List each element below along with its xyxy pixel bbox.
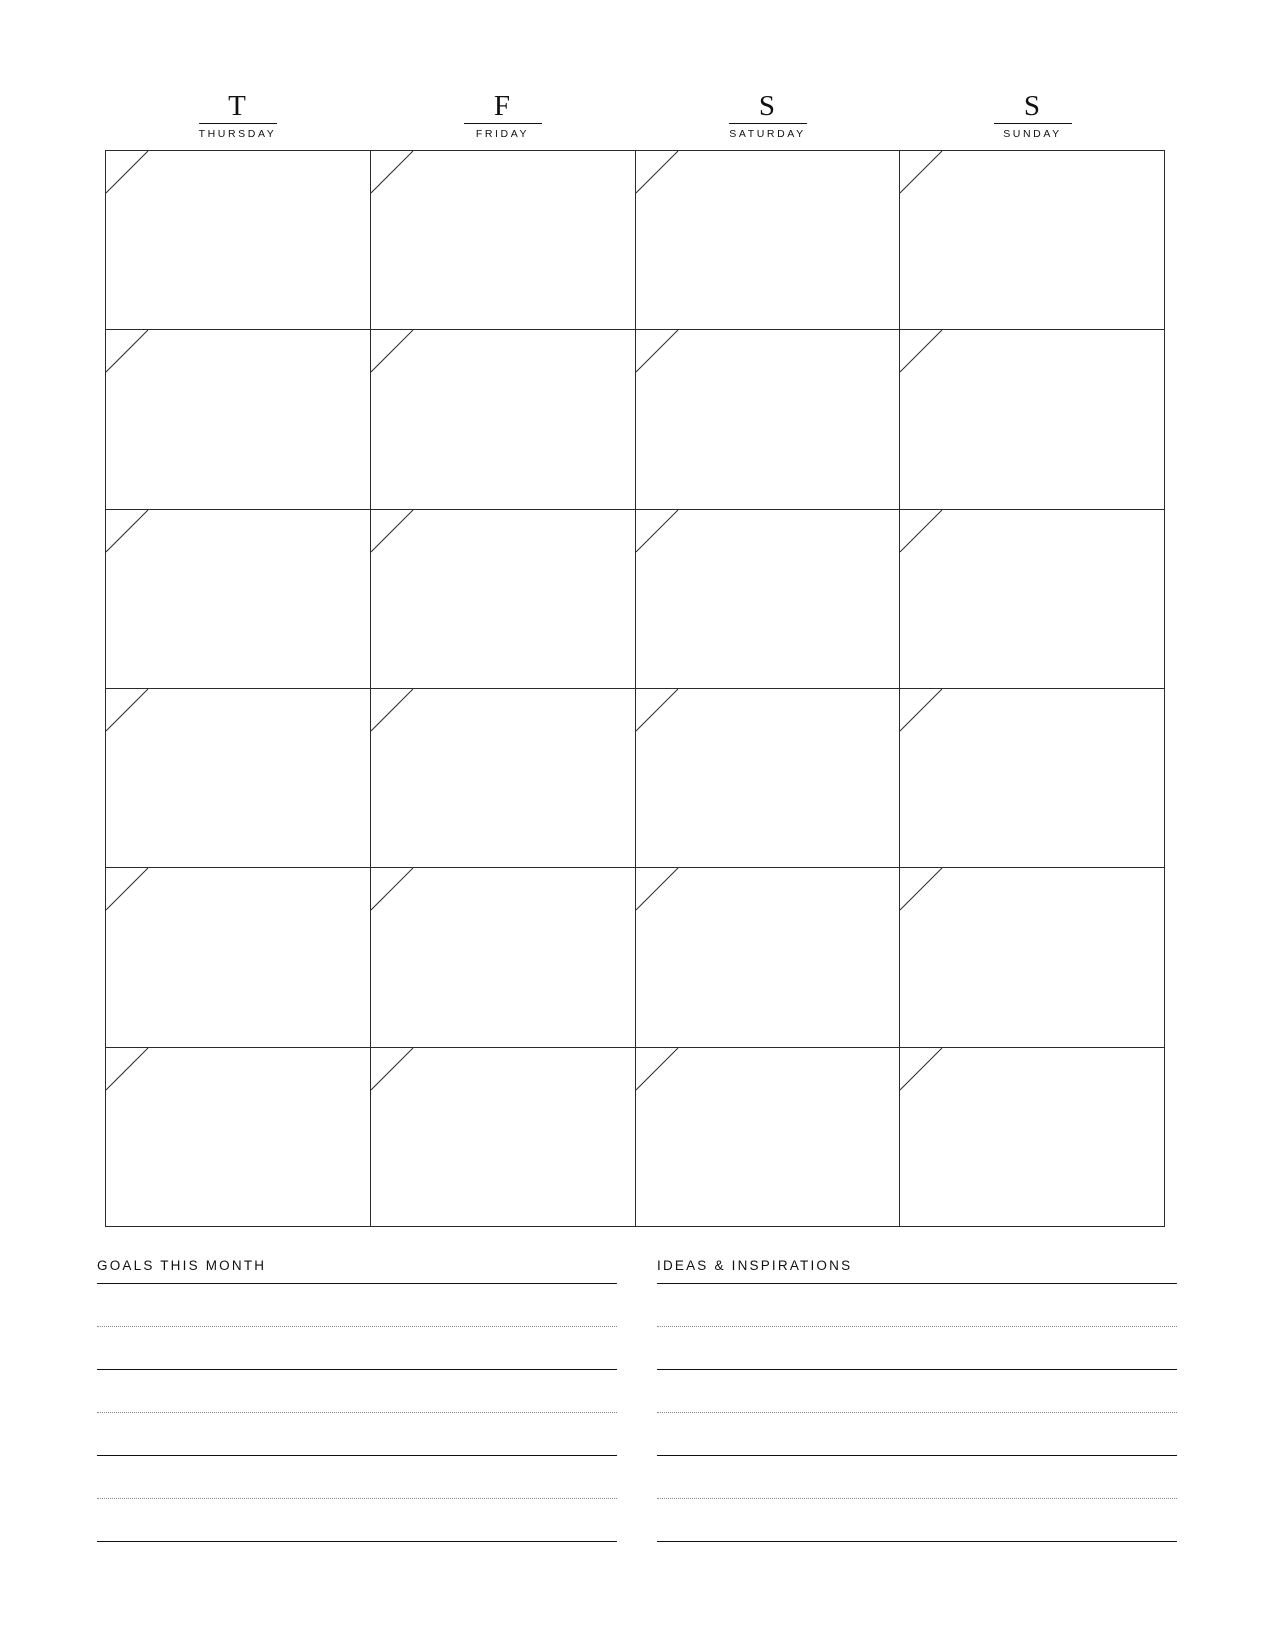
day-initial: S (1023, 90, 1042, 122)
day-rule (464, 123, 542, 124)
corner-slash-icon (636, 151, 680, 195)
day-initial: T (228, 90, 247, 122)
calendar-day-cell[interactable] (106, 151, 371, 330)
day-name: FRIDAY (475, 128, 530, 140)
goals-title: GOALS THIS MONTH (97, 1258, 267, 1273)
note-line-solid (657, 1541, 1177, 1542)
day-header-thursday (105, 74, 370, 140)
ideas-lines[interactable] (657, 1283, 1177, 1542)
day-initial: F (493, 90, 512, 122)
day-rule (729, 123, 807, 124)
day-name: SUNDAY (1003, 128, 1062, 140)
calendar-day-cell[interactable] (900, 151, 1165, 330)
calendar-grid (105, 150, 1165, 1227)
calendar-day-cell[interactable] (106, 689, 371, 868)
calendar-day-cell[interactable] (636, 510, 901, 689)
note-line-solid (97, 1541, 617, 1542)
day-name: SATURDAY (729, 128, 806, 140)
goals-block (97, 1258, 617, 1588)
corner-slash-icon (900, 510, 944, 554)
corner-slash-icon (636, 1048, 680, 1092)
day-header-row (105, 74, 1165, 140)
corner-slash-icon (900, 868, 944, 912)
corner-slash-icon (371, 689, 415, 733)
corner-slash-icon (371, 330, 415, 374)
corner-slash-icon (371, 1048, 415, 1092)
calendar-day-cell[interactable] (371, 689, 636, 868)
calendar-day-cell[interactable] (106, 330, 371, 509)
day-name: THURSDAY (198, 128, 277, 140)
day-rule (199, 123, 277, 124)
day-initial: S (758, 90, 777, 122)
corner-slash-icon (636, 510, 680, 554)
calendar-day-cell[interactable] (636, 868, 901, 1047)
corner-slash-icon (900, 1048, 944, 1092)
calendar-day-cell[interactable] (900, 330, 1165, 509)
calendar-day-cell[interactable] (106, 868, 371, 1047)
ideas-block (657, 1258, 1177, 1588)
ideas-title: IDEAS & INSPIRATIONS (657, 1258, 853, 1273)
corner-slash-icon (106, 1048, 150, 1092)
notes-section (97, 1258, 1177, 1588)
calendar-day-cell[interactable] (900, 689, 1165, 868)
corner-slash-icon (636, 689, 680, 733)
corner-slash-icon (371, 151, 415, 195)
corner-slash-icon (106, 868, 150, 912)
calendar-day-cell[interactable] (371, 1048, 636, 1227)
calendar-day-cell[interactable] (106, 510, 371, 689)
calendar-day-cell[interactable] (371, 151, 636, 330)
calendar-day-cell[interactable] (636, 330, 901, 509)
corner-slash-icon (900, 151, 944, 195)
day-rule (994, 123, 1072, 124)
calendar-day-cell[interactable] (900, 868, 1165, 1047)
calendar-day-cell[interactable] (636, 1048, 901, 1227)
day-header-friday (370, 74, 635, 140)
calendar-day-cell[interactable] (900, 510, 1165, 689)
corner-slash-icon (900, 330, 944, 374)
calendar-day-cell[interactable] (106, 1048, 371, 1227)
corner-slash-icon (106, 330, 150, 374)
calendar-day-cell[interactable] (636, 151, 901, 330)
corner-slash-icon (106, 689, 150, 733)
calendar-day-cell[interactable] (636, 689, 901, 868)
calendar-day-cell[interactable] (371, 330, 636, 509)
corner-slash-icon (636, 868, 680, 912)
corner-slash-icon (106, 151, 150, 195)
corner-slash-icon (371, 510, 415, 554)
corner-slash-icon (900, 689, 944, 733)
corner-slash-icon (371, 868, 415, 912)
corner-slash-icon (106, 510, 150, 554)
day-header-sunday (900, 74, 1165, 140)
calendar-day-cell[interactable] (371, 868, 636, 1047)
calendar-day-cell[interactable] (900, 1048, 1165, 1227)
day-header-saturday (635, 74, 900, 140)
corner-slash-icon (636, 330, 680, 374)
goals-lines[interactable] (97, 1283, 617, 1542)
calendar-day-cell[interactable] (371, 510, 636, 689)
